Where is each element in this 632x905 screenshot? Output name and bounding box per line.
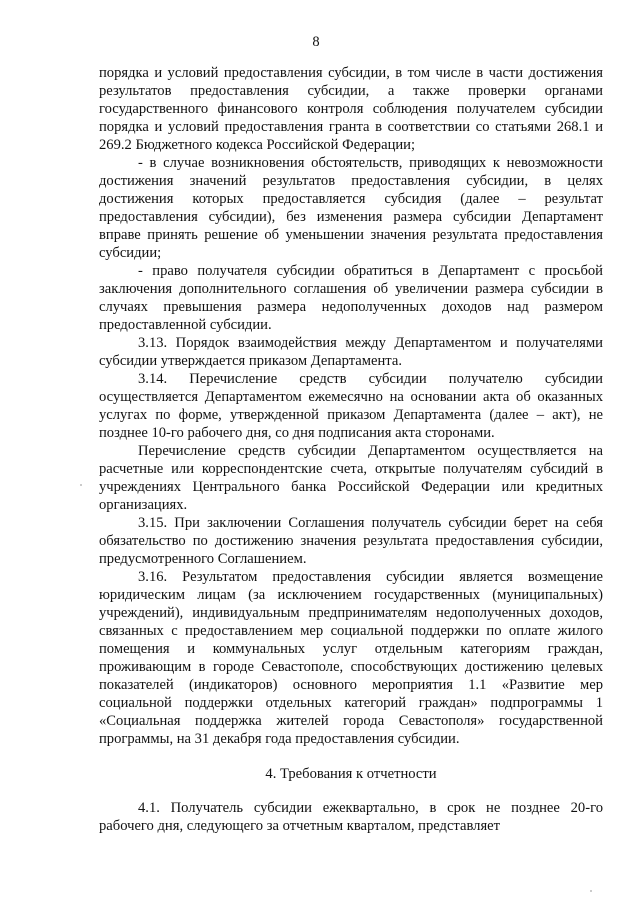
- scan-speck: [590, 890, 592, 892]
- paragraph-3-16: 3.16. Результатом предоставления субсидии является возмещение юридическим лицам (за исключением государственных (муниципальных) учреждений), индивидуальным предпринимателям недополученных доходов, связанных с предоставлением мер социальной поддержки по оплате жилого помещения и коммунальных услуг отдельным категориям граждан, проживающим в городе Севастополе, способствующих достижению целевых показателей (индикаторов) основного мероприятия 1.1 «Развитие мер социальной поддержки отдельных категорий граждан» подпрограммы 1 «Социальная поддержка жителей города Севастополя» государственной программы, на 31 декабря года предоставления субсидии.: [99, 569, 603, 747]
- paragraph-transfer: Перечисление средств субсидии Департаментом осуществляется на расчетные или корреспондентские счета, открытые получателям субсидий в учреждениях Центрального банка Российской Федерации или кредитных организациях.: [99, 443, 603, 513]
- paragraph-3-14: 3.14. Перечисление средств субсидии получателю субсидии осуществляется Департаментом ежемесячно на основании акта об оказанных услугах по форме, утвержденной приказом Департамента (далее – акт), не позднее 10-го рабочего дня, со дня подписания акта сторонами.: [99, 371, 603, 441]
- paragraph-3-15: 3.15. При заключении Соглашения получатель субсидии берет на себя обязательство по достижению значения результата предоставления субсидии, предусмотренного Соглашением.: [99, 515, 603, 567]
- page-number: 8: [312, 34, 320, 50]
- paragraph-list-item-reduction: - в случае возникновения обстоятельств, приводящих к невозможности достижения значений результатов предоставления субсидии, в целях достижения которых предоставляется субсидия (далее – результат предоставления субсидии), без изменения размера субсидии Департамент вправе принять решение об уменьшении значения результата предоставления субсидии;: [99, 155, 603, 261]
- paragraph-list-item-right: - право получателя субсидии обратиться в Департамент с просьбой заключения дополнительного соглашения об увеличении размера субсидии в случаях превышения размера недополученных доходов над размером предоставленной субсидии.: [99, 263, 603, 333]
- paragraph-continuation: порядка и условий предоставления субсидии, в том числе в части достижения результатов предоставления субсидии, а также проверки органами государственного финансового контроля соблюдения получателем субсидии порядка и условий предоставления гранта в соответствии со статьями 268.1 и 269.2 Бюджетного кодекса Российской Федерации;: [99, 65, 603, 153]
- scan-speck: [80, 484, 82, 486]
- section-heading: 4. Требования к отчетности: [265, 766, 437, 782]
- document-body: [99, 64, 603, 835]
- paragraph-3-13: 3.13. Порядок взаимодействия между Департаментом и получателями субсидии утверждается приказом Департамента.: [99, 335, 603, 369]
- paragraph-4-1: 4.1. Получатель субсидии ежеквартально, в срок не позднее 20-го рабочего дня, следующего за отчетным кварталом, представляет: [99, 800, 603, 834]
